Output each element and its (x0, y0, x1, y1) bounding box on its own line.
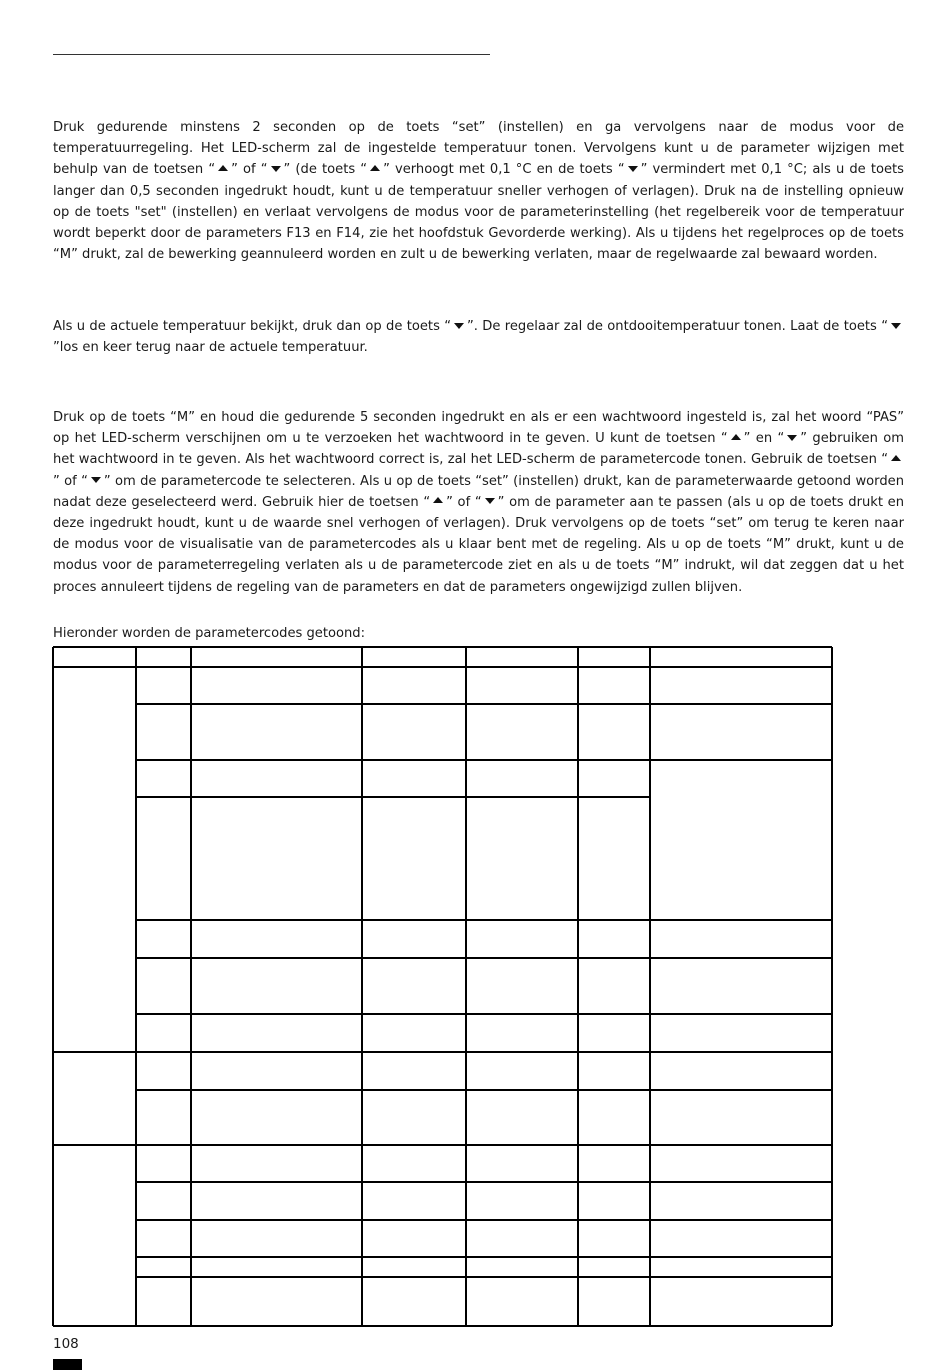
header-rule (53, 54, 490, 55)
down-arrow-icon (91, 477, 101, 483)
down-arrow-icon (485, 498, 495, 504)
up-arrow-icon (218, 165, 228, 171)
up-arrow-icon (891, 455, 901, 461)
text-run: ” om de parameter aan te passen (als u op de toets drukt en deze ingedrukt houdt, kunt u de waarde snel verhogen of verlagen). Druk vervolgens op de toets “set” om terug te keren naar de modus voor de visualisatie van de parametercodes als u klaar bent met de regeling. Als u op de toets “M” drukt, kunt u de modus voor de parameterregeling verlaten als u de parametercode ziet en als u de toets “M” indrukt, wil dat zeggen dat u het proces annuleert tijdens de regeling van de parameters en dat de parameters ongewijzigd zullen blijven. (53, 494, 905, 595)
down-arrow-icon (787, 435, 797, 441)
down-arrow-icon (891, 323, 901, 329)
down-arrow-icon (628, 166, 638, 172)
table-caption: Hieronder worden de parametercodes getoond: (53, 626, 366, 641)
text-run: ” (de toets “ (283, 162, 368, 178)
text-run: ” of “ (446, 494, 482, 510)
up-arrow-icon (731, 434, 741, 440)
text-run: ” en “ (743, 431, 785, 447)
text-run: Druk op de toets “M” en houd die gedurende 5 seconden ingedrukt en als er een wachtwoord ingesteld is, zal het woord “PAS” op het LED-scherm verschijnen om u te verzoeken het wachtwoord in te geven. U kunt de toetsen “ (53, 410, 904, 447)
text-run: ”. De regelaar zal de ontdooitemperatuur tonen. Laat de toets “ (467, 319, 888, 334)
down-arrow-icon (271, 166, 281, 172)
paragraph-defrost-temperature (53, 316, 904, 358)
text-run: ” om de parametercode te selecteren. Als u op de toets “set” (instellen) drukt, kan de parameterwaarde getoond worden nadat deze geselecteerd werd. Gebruik hier de toetsen “ (53, 473, 905, 510)
text-run: ” vermindert met 0,1 °C; als u de toets langer dan 0,5 seconden ingedrukt houdt, kunt u de temperatuur sneller verhogen of verlagen). Druk na de instelling opnieuw op de toets "set" (instellen) en verlaat vervolgens de modus voor de parameterinstelling (het regelbereik voor de temperatuur wordt beperkt door de parameters F13 en F14, zie het hoofdstuk Gevorderde werking). Als u tijdens het regelproces op de toets “M” drukt, zal de bewerking geannuleerd worden en zult u de bewerking verlaten, maar de regelwaarde zal bewaard worden. (53, 162, 905, 263)
down-arrow-icon (454, 323, 464, 329)
paragraph-parameter-adjustment (53, 407, 904, 598)
text-run: ” of “ (53, 473, 88, 489)
up-arrow-icon (370, 165, 380, 171)
page-marker-bar (53, 1359, 82, 1370)
text-run: Als u de actuele temperatuur bekijkt, druk dan op de toets “ (53, 319, 452, 334)
text-run: Druk gedurende minstens 2 seconden op de toets “set” (instellen) en ga vervolgens naar de modus voor de temperatuurregeling. Het LED-scherm zal de ingestelde temperatuur tonen. Vervolgens kunt u de parameter wijzigen met behulp van de toetsen “ (53, 120, 904, 178)
text-run: ” verhoogt met 0,1 °C en de toets “ (383, 162, 625, 178)
text-run: ” gebruiken om het wachtwoord in te geven. Als het wachtwoord correct is, zal het LED-scherm de parametercode tonen. Gebruik de toetsen “ (53, 431, 904, 468)
up-arrow-icon (433, 497, 443, 503)
page-number: 108 (53, 1336, 79, 1352)
text-run: ” of “ (231, 162, 268, 178)
paragraph-temperature-setting (53, 117, 904, 265)
text-run: ”los en keer terug naar de actuele temperatuur. (53, 340, 368, 356)
